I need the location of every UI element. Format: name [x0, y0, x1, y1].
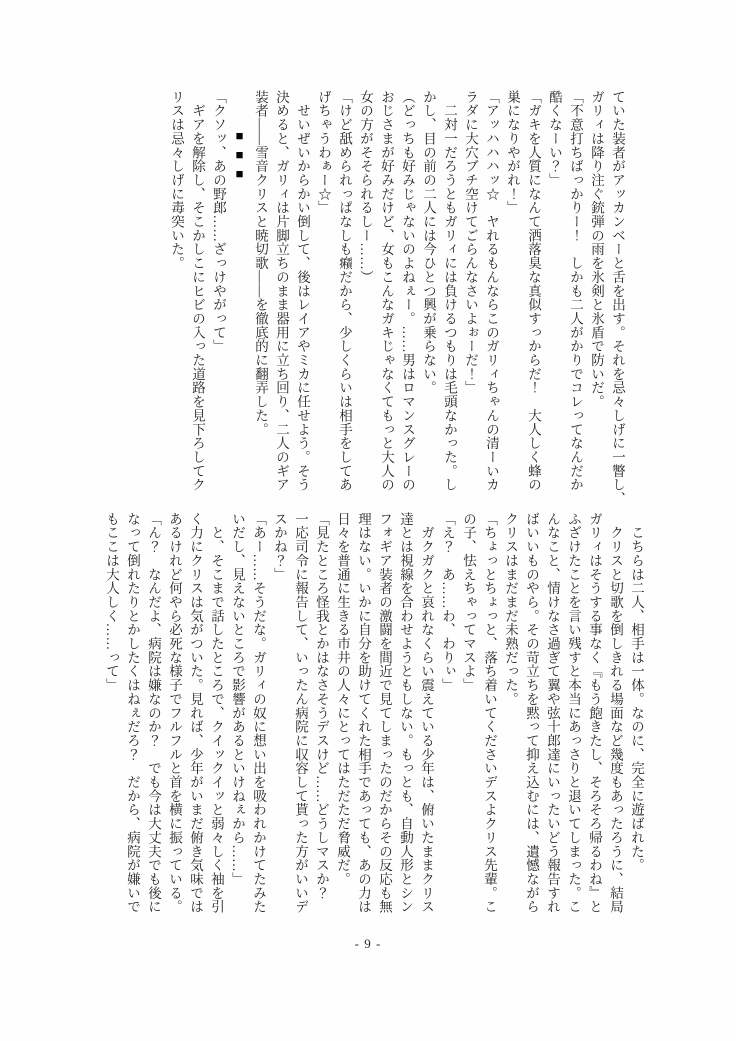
upper-text-block	[166, 90, 628, 510]
text-column: もここは大人しく……って」	[104, 512, 119, 693]
text-column: 「クソッ、あの野郎……ざっけやがって」	[211, 90, 226, 354]
text-column: リスは忌々しげに毒突いた。	[169, 90, 184, 271]
text-column: 一応司令に報告して、いったん病院に収容して貰った方がいいデ	[293, 512, 308, 914]
text-column: スかね？」	[272, 512, 287, 582]
text-column: 「アッハハハッ☆ ヤれるもんならこのガリィちゃんの清ーいカ	[484, 90, 499, 492]
text-column: 達とは視線を合わせようともしない。もっとも、自動人形とシン	[398, 512, 413, 914]
text-column: いだし、見えないところで影響があるといけねぇから……」	[230, 512, 245, 886]
text-column: 二対一だろうともガリィには負けるつもりは毛頭なかった。し	[442, 90, 457, 492]
text-column: んなこと、情けなさ過ぎて翼や弦十郎達にいったいどう報告すれ	[545, 512, 560, 914]
text-column: フォギア装者の激闘を間近で見てしまったのだからその反応も無	[377, 512, 392, 914]
text-column: ガクガクと哀れなくらい震えている少年は、俯いたままクリス	[419, 512, 434, 914]
text-column: 女の方がそそられるしー……）	[358, 90, 373, 284]
text-column: 「あー……そうだな。ガリィの奴に想い出を吸われかけてたみた	[251, 512, 266, 914]
section-break-squares-icon: ■■■	[232, 128, 247, 185]
text-column: 「不意打ちばっかりー！ しかも二人がかりでコレってなんだか	[568, 90, 583, 492]
text-column: おじさまが好みだけど、女もこんなガキじゃなくてもっと大人の	[379, 90, 394, 492]
text-column: ガリィはそうする事なく『もう飽きたし、そろそろ帰るわね』と	[587, 512, 602, 914]
text-column: あるけれど何やら必死な様子でフルフルと首を横に振っている。	[167, 512, 182, 914]
text-column: 装者――雪音クリスと暁切歌――を徹底的に翻弄した。	[253, 90, 268, 437]
text-column: せいぜいからかい倒して、後はレイアやミカに任せよう。そう	[295, 90, 310, 492]
text-column: 日々を普通に生きる市井の人々にとってはただただ脅威だ。	[335, 512, 350, 886]
text-column: 「ちょっとちょっと、落ち着いてくださいデスよクリス先輩。こ	[482, 512, 497, 914]
text-column: ていた装者がアッカンベーと舌を出す。それを忌々しげに一瞥し、	[610, 90, 625, 506]
text-column: 決めると、ガリィは片脚立ちのまま器用に立ち回り、二人のギア	[274, 90, 289, 492]
text-column: クリスと切歌を倒しきれる場面など幾度もあったろうに、結局	[608, 512, 623, 914]
text-column: ラダに大穴ブチ空けてごらんなさいよぉーだ！」	[463, 90, 478, 395]
text-column: なって倒れたりとかしたくはねぇだろ？ だから、病院が嫌いで	[125, 512, 140, 914]
text-column: 酷くなーい？」	[547, 90, 562, 187]
text-column: （どっちも好みじゃないのよねぇー。……男はロマンスグレーの	[400, 90, 415, 492]
text-column: げちゃうわぁー☆」	[316, 90, 331, 215]
text-column: ギアを解除し、そこかしこにヒビの入った道路を見下ろしてク	[190, 90, 205, 492]
text-column: ふざけたことを言い残すと本当にあっさりと退いてしまった。こ	[566, 512, 581, 914]
text-column: ばいいものやら。その苛立ちを黙って抑え込むには、遺憾ながら	[524, 512, 539, 914]
text-column: こちらは二人、相手は一体。なのに、完全に遊ばれた。	[629, 512, 644, 873]
text-column: 「けど舐められっぱなしも癪だから、少しくらいは相手をしてあ	[337, 90, 352, 492]
text-column: 「ガキを人質になんて洒落臭な真似すっからだ！ 大人しく蜂の	[526, 90, 541, 492]
text-column: 理はない。いかに自分を助けてくれた相手であっても、あの力は	[356, 512, 371, 914]
lower-text-block	[101, 512, 647, 934]
text-column: かし、目の前の二人には今ひとつ興が乗らない。	[421, 90, 436, 395]
page-number: - 9 -	[354, 936, 382, 951]
text-column: の子、怯えちゃってマスよ」	[461, 512, 476, 693]
text-column: く力にクリスは気がついた。見れば、少年がいまだ俯き気味では	[188, 512, 203, 914]
text-column: 巣になりやがれ！」	[505, 90, 520, 215]
text-column: クリスはまだまだ未熟だった。	[503, 512, 518, 706]
text-column: ガリィは降り注ぐ銃弾の雨を氷剣と氷盾で防いだ。	[589, 90, 604, 409]
text-column: と、そこまで話したところで、クイックイッと弱々しく袖を引	[209, 512, 224, 914]
text-column: 「見たところ怪我とかはなさそうデスけど……どうしマスか？	[314, 512, 329, 900]
text-column: 「え？ あ……わ、わりぃ」	[440, 512, 455, 693]
text-column: 「ん？ なんだよ、病院は嫌なのか？ でも今は大丈夫でも後に	[146, 512, 161, 914]
